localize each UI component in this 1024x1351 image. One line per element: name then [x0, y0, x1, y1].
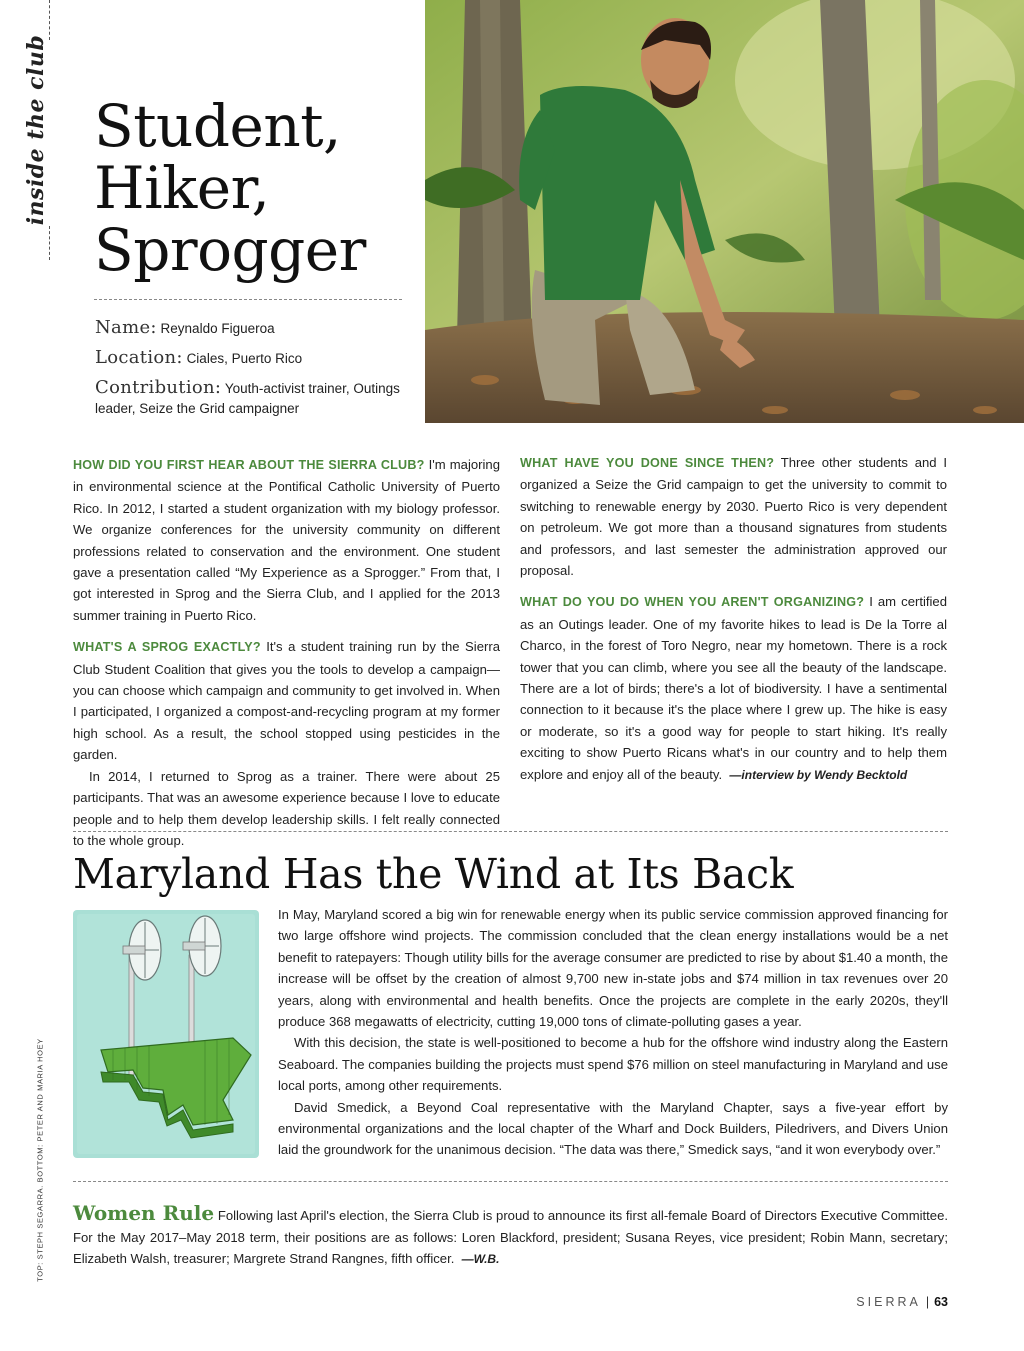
answer-3: Three other students and I organized a Seize the Grid campaign to get the university to commit to switching to renewable energy by 2030. Puerto Rico is very dependent on petroleum. We got more than a thousand signatures from students and professors, and last semester the administration approved our proposal.: [520, 455, 947, 579]
profile-contribution-row: [95, 378, 415, 419]
question-4: WHAT DO YOU DO WHEN YOU AREN'T ORGANIZING?: [520, 595, 865, 610]
answer-2-continued: In 2014, I returned to Sprog as a trainer. There were about 25 participants. That was an awesome experience because I love to educate people and to help them develop leadership skills. I felt really connected to the whole group.: [73, 768, 500, 848]
answer-2: It's a student training run by the Sierra Club Student Coalition that gives you the tools to develop a campaign—you can choose which campaign and community to get involved in. When I participated, I organized a compost-and-recycling program at my former high school. As a result, the school stopped using pesticides in the garden.: [73, 639, 500, 763]
interview-credit: —interview by Wendy Becktold: [729, 767, 908, 782]
interview-paragraph-1: [73, 454, 500, 626]
profile-location-row: [95, 348, 415, 369]
contribution-value: Youth-activist trainer, Outings leader, Seize the Grid campaigner: [95, 381, 400, 416]
location-value: Ciales, Puerto Rico: [186, 351, 303, 366]
interview-paragraph-6: [520, 591, 947, 786]
question-3: WHAT HAVE YOU DONE SINCE THEN?: [520, 456, 775, 470]
maryland-paragraph-2: With this decision, the state is well-positioned to become a hub for the offshore wind industry along the Eastern Seaboard. The companies building the projects must spend $76 million on steel manufacturing in Maryland and use local ports, among other requirements.: [278, 1035, 948, 1094]
photo-credit-text: TOP: STEPH SEGARRA. BOTTOM: PETER AND MARIA HOEY: [35, 1038, 45, 1282]
section-tag-label: inside the club: [23, 34, 49, 226]
name-label: Name:: [95, 317, 157, 338]
headline-line-3: Sprogger: [94, 216, 366, 284]
section-tag: [6, 0, 66, 260]
contribution-label: Contribution:: [95, 377, 222, 398]
wind-turbine-illustration: [73, 910, 259, 1158]
women-rule-brief: [73, 1203, 948, 1271]
interview-paragraph-5: [520, 452, 947, 581]
interview-column-left: [73, 454, 500, 851]
photo-credit: [35, 1038, 60, 1282]
answer-1: I'm majoring in environmental science at the Pontifical Catholic University of Puerto Rico. In 2012, I started a student organization with my biology professor. We organize conferences for the university community on different professions related to conservation and the environment. One student gave a presentation called “My Experience as a Sprogger.” From that, I got interested in Sprog and the Sierra Club, and I applied for the 2013 summer training in Puerto Rico.: [73, 457, 500, 623]
page-title: [94, 92, 414, 284]
folio-separator: |: [925, 1295, 930, 1309]
page-footer: [820, 1295, 948, 1309]
section-divider-2: [73, 1181, 948, 1182]
interview-column-right: [520, 454, 947, 786]
maryland-headline: Maryland Has the Wind at Its Back: [73, 850, 794, 898]
maryland-paragraph-3: David Smedick, a Beyond Coal representative with the Maryland Chapter, says a five-year effort by environmental organizations and the local chapter of the Wharf and Dock Builders, Piledrivers, and Divers Union laid the groundwork for the unanimous decision. “The data was there,” Smedick says, “and it won everybody over.”: [278, 1099, 948, 1158]
question-2: WHAT'S A SPROG EXACTLY?: [73, 640, 261, 655]
hiker-photo: [425, 0, 1024, 423]
interview-paragraph-2: [73, 636, 500, 765]
page-number: 63: [934, 1295, 948, 1309]
question-1: HOW DID YOU FIRST HEAR ABOUT THE SIERRA CLUB?: [73, 458, 425, 472]
headline-line-2: Hiker,: [94, 154, 270, 222]
women-rule-credit: —W.B.: [461, 1252, 500, 1266]
maryland-paragraph-1: In May, Maryland scored a big win for renewable energy when its public service commission approved financing for two large offshore wind projects. The commission concluded that the clean energy installations would be a net benefit to ratepayers: Though utility bills for the average consumer are predicted to rise by about $1.40 a month, the increase will be offset by the creation of almost 9,700 new in-state jobs and $74 million in tax revenues over 20 years, along with environmental and health benefits. Once the projects are complete in the early 2020s, they'll produce 368 megawatts of electricity, cutting 19,000 tons of climate-polluting gases a year.: [278, 907, 948, 1030]
maryland-body: [278, 904, 948, 1161]
women-rule-body: Following last April's election, the Sierra Club is proud to announce its first all-female Board of Directors Executive Committee. For the May 2017–May 2018 term, their positions are as follows: Loren Blackford, president; Susana Reyes, vice president; Robin Mann, secretary; Elizabeth Walsh, treasurer; Margrete Strand Rangnes, fifth officer.: [73, 1208, 948, 1266]
headline-line-1: Student,: [94, 92, 341, 160]
location-label: Location:: [95, 347, 183, 368]
name-value: Reynaldo Figueroa: [160, 321, 275, 336]
interview-paragraph-3: [73, 766, 500, 852]
answer-4: I am certified as an Outings leader. One of my favorite hikes to lead is De la Torre al Charco, in the forest of Toro Negro, near my hometown. There is a rock tower that you can climb, where you see all the beauty of the landscape. There are a lot of birds; there's a lot of biodiversity. I have a sentimental connection to it because it's the place where I grew up. The hike is easy or moderate, so it's a good way for people to start hiking. It's really exciting to show Puerto Ricans what's in our country and to help them explore and enjoy all of the beauty.: [520, 594, 947, 782]
section-divider-1: [73, 831, 948, 832]
women-rule-heading: Women Rule: [73, 1201, 215, 1225]
profile-box: [95, 318, 415, 428]
profile-name-row: [95, 318, 415, 339]
magazine-name: SIERRA: [856, 1295, 921, 1309]
title-divider: [94, 299, 402, 300]
